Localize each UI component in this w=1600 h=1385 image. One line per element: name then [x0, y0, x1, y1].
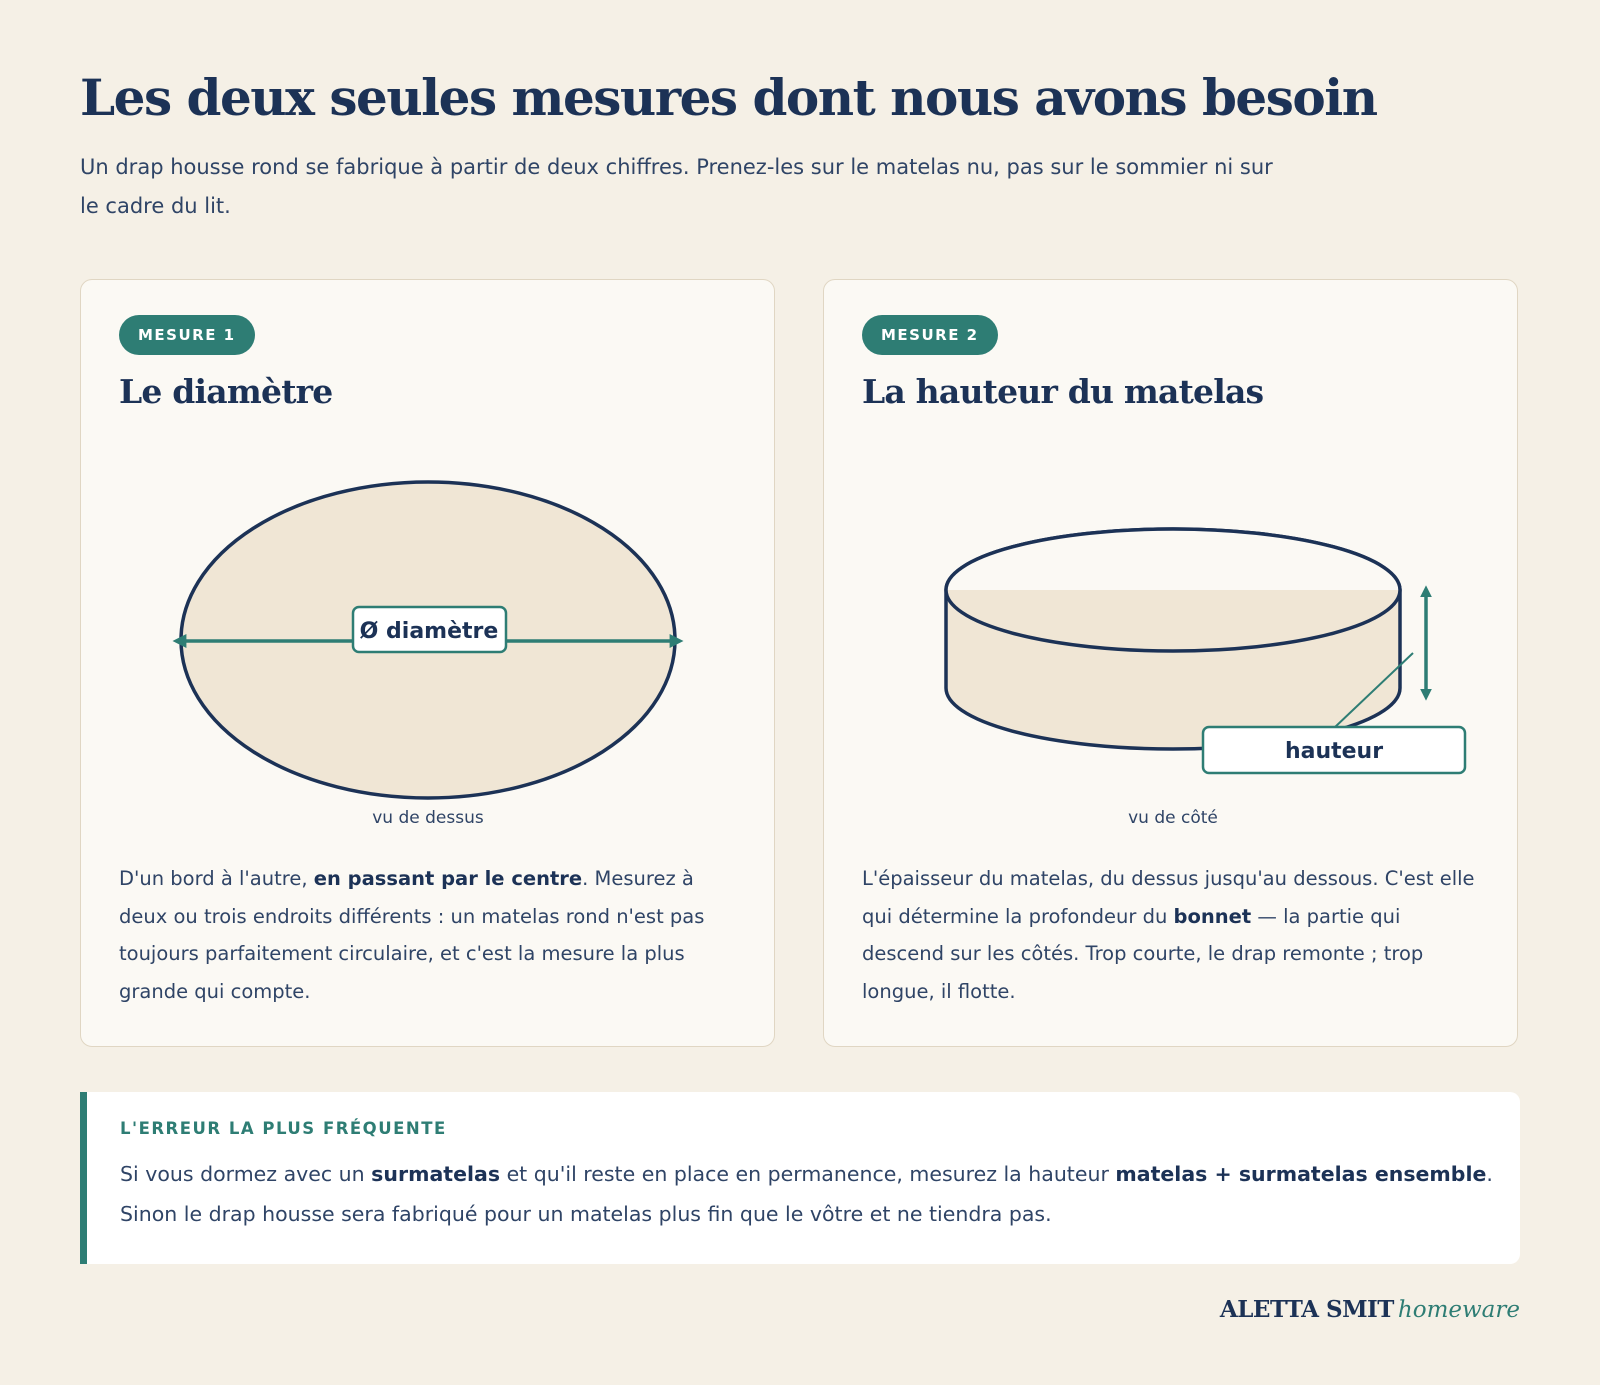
card-body-height: L'épaisseur du matelas, du dessus jusqu'au dessous. C'est elle qui détermine la profondeur du bonnet — la partie qui descend sur les côtés. Trop courte, le drap remonte ; trop longue, il flotte. [862, 867, 1475, 1003]
card-title-height: La hauteur du matelas [862, 372, 1264, 411]
callout-common-mistake [80, 1092, 1520, 1264]
caption-side-view: vu de côté [1128, 808, 1218, 828]
caption-top-view: vu de dessus [372, 808, 484, 828]
diagram-top-view [81, 280, 776, 840]
height-label: hauteur [1284, 739, 1384, 764]
badge-mesure-1: MESURE 1 [119, 315, 255, 355]
card-body-diameter: D'un bord à l'autre, en passant par le centre. Mesurez à deux ou trois endroits différents : un matelas rond n'est pas toujours parfaitement circulaire, et c'est la mesure la plus grande qui compte. [119, 867, 705, 1003]
card-height [823, 279, 1518, 1047]
card-diameter [80, 279, 775, 1047]
page-title: Les deux seules mesures dont nous avons besoin [80, 68, 1377, 127]
brand-logo: ALETTA SMIT homeware [1219, 1296, 1520, 1323]
callout-body: Si vous dormez avec un surmatelas et qu'il reste en place en permanence, mesurez la hauteur matelas + surmatelas ensemble. Sinon le drap housse sera fabriqué pour un matelas plus fin que le vôtre et ne tiendra pas. [120, 1162, 1493, 1226]
mattress-top-face-top [946, 529, 1400, 590]
diameter-label: Ø diamètre [359, 619, 499, 644]
diagram-side-view [824, 280, 1519, 840]
intro-text: Un drap housse rond se fabrique à partir de deux chiffres. Prenez-les sur le matelas nu, pas sur le sommier ni sur le cadre du lit. [80, 155, 1273, 218]
badge-mesure-2: MESURE 2 [862, 315, 998, 355]
callout-label: L'ERREUR LA PLUS FRÉQUENTE [120, 1119, 447, 1138]
card-title-diameter: Le diamètre [119, 372, 333, 411]
